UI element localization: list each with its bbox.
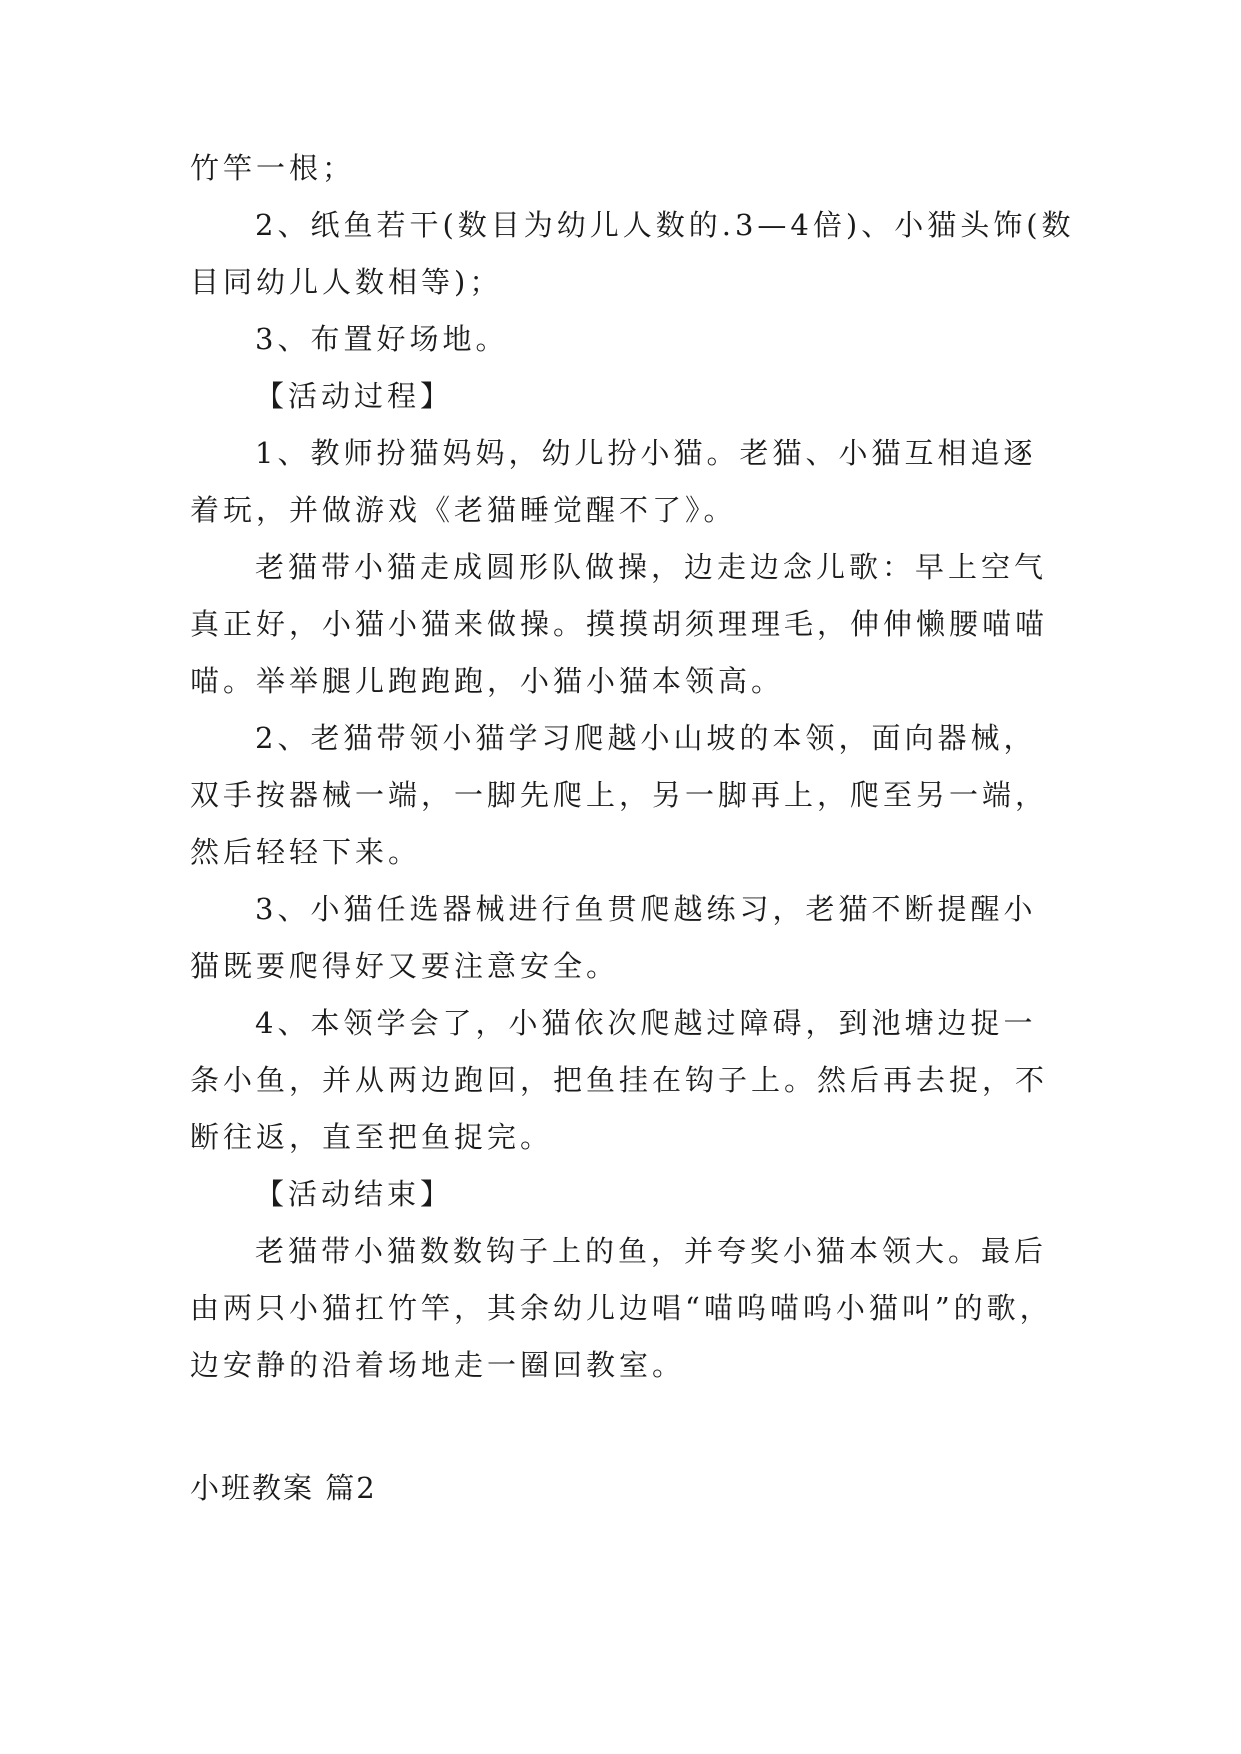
text-line: 边安静的沿着场地走一圈回教室。 xyxy=(190,1348,686,1382)
text-line: 着玩，并做游戏《老猫睡觉醒不了》。 xyxy=(190,493,737,527)
text-line: 3、小猫任选器械进行鱼贯爬越练习，老猫不断提醒小 xyxy=(255,892,1037,926)
text-line: 猫既要爬得好又要注意安全。 xyxy=(190,949,620,983)
text-line: 老猫带小猫数数钩子上的鱼，并夸奖小猫本领大。最后 xyxy=(255,1234,1048,1268)
text-line: 双手按器械一端，一脚先爬上，另一脚再上，爬至另一端， xyxy=(190,778,1049,812)
text-line: 竹竿一根； xyxy=(190,151,356,185)
text-line: 2、老猫带领小猫学习爬越小山坡的本领，面向器械， xyxy=(255,721,1037,755)
text-line: 条小鱼，并从两边跑回，把鱼挂在钩子上。然后再去捉，不 xyxy=(190,1063,1049,1097)
text-line: 1、教师扮猫妈妈，幼儿扮小猫。老猫、小猫互相追逐 xyxy=(255,436,1037,470)
text-line: 由两只小猫扛竹竿，其余幼儿边唱“喵呜喵呜小猫叫”的歌， xyxy=(190,1291,1053,1325)
text-line: 目同幼儿人数相等)； xyxy=(190,265,503,299)
text-line: 3、布置好场地。 xyxy=(255,322,509,356)
section-heading: 【活动过程】 xyxy=(255,379,454,413)
text-line: 断往返，直至把鱼捉完。 xyxy=(190,1120,554,1154)
text-line: 4、本领学会了，小猫依次爬越过障碍，到池塘边捉一 xyxy=(255,1006,1037,1040)
text-line: 然后轻轻下来。 xyxy=(190,835,422,869)
text-line: 老猫带小猫走成圆形队做操，边走边念儿歌：早上空气 xyxy=(255,550,1048,584)
text-line: 2、纸鱼若干(数目为幼儿人数的.3—4倍)、小猫头饰(数 xyxy=(255,208,1075,242)
text-line: 真正好，小猫小猫来做操。摸摸胡须理理毛，伸伸懒腰喵喵 xyxy=(190,607,1049,641)
section-heading: 【活动结束】 xyxy=(255,1177,454,1211)
lesson-plan-title: 小班教案 篇2 xyxy=(190,1471,377,1505)
text-line: 喵。举举腿儿跑跑跑，小猫小猫本领高。 xyxy=(190,664,785,698)
